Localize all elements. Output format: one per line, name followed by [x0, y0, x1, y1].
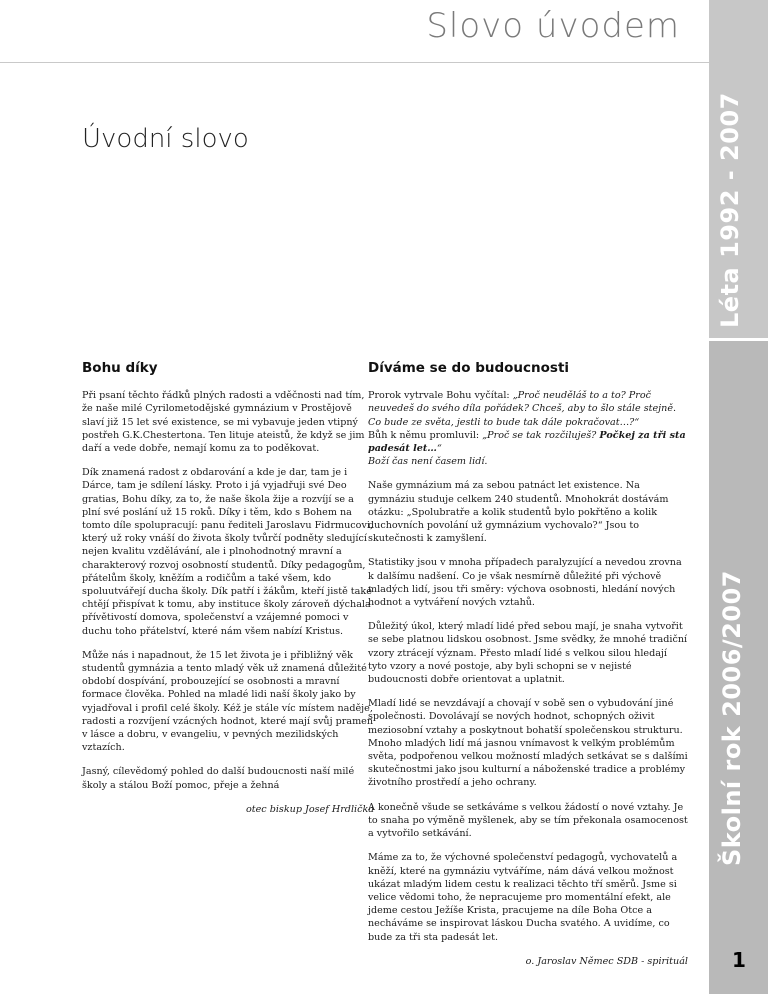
right-p1-last: Boží čas není časem lidí.: [368, 456, 488, 468]
right-p1-bold: Počkej za tři sta padesát let…: [368, 429, 686, 455]
page-title: Úvodní slovo: [82, 124, 249, 154]
right-heading: Díváme se do budoucnosti: [368, 360, 570, 376]
right-signature: o. Jaroslav Němec SDB - spirituál: [525, 955, 688, 967]
section-header: Slovo úvodem: [426, 6, 680, 46]
right-column: [368, 362, 688, 968]
right-p1-mid: Bůh k němu promluvil:: [368, 429, 483, 441]
right-paragraph-2: Naše gymnázium má za sebou patnáct let existence. Na gymnáziu studuje celkem 240 studentů. Mnohokrát dostávám otázku: „Spolubratře a kolik studentů bylo pokřtěno a kolik duchovních povolání už gymnázium vychovalo?“ Jsou to skutečnosti k zamyšlení.: [368, 480, 669, 545]
right-p1-intro: Prorok vytrvale Bohu vyčítal:: [368, 390, 513, 402]
sidebar-school-year-label: Školní rok 2006/2007: [718, 570, 746, 866]
left-column: [82, 362, 374, 816]
right-paragraph-1: [368, 389, 688, 468]
right-p1-quote2: „Proč se tak rozčiluješ?: [482, 429, 600, 441]
left-heading: Bohu díky: [82, 360, 158, 376]
right-paragraph-4: Důležitý úkol, který mladí lidé před sebou mají, je snaha vytvořit se sebe platnou lidskou osobnost. Jsme svědky, že mnohé tradiční vzory ztrácejí význam. Přesto mladí lidé s velkou silou hledají tyto vzory a nové postoje, aby byli schopni se v nejisté budoucnosti dobře orientovat a uplatnit.: [368, 621, 688, 686]
left-signature: otec biskup Josef Hrdlička: [245, 803, 374, 815]
right-paragraph-6: A konečně všude se setkáváme s velkou žádostí o nové vztahy. Je to snaha po výměně myšlenek, aby se tím překonala osamocenost a vytvořilo setkávání.: [368, 801, 688, 840]
right-paragraph-7: Máme za to, že výchovné společenství pedagogů, vychovatelů a kněží, které na gymnáziu vytváříme, nám dává velkou možnost ukázat mladým lidem cestu k realizaci těchto tří směrů. Jsme si velice vědomi toho, že nepracujeme pro momentální efekt, ale jdeme cestou Ježíše Krista, pracujeme na díle Boha Otce a necháváme se inspirovat láskou Ducha svatého. A uvidíme, co bude za tři sta padesát let.: [368, 852, 678, 943]
sidebar-divider: [709, 338, 768, 341]
page-number: 1: [732, 948, 746, 972]
left-paragraph-4: Jasný, cílevědomý pohled do další budoucnosti naší milé školy a stálou Boží pomoc, přeje a žehná: [82, 766, 355, 791]
sidebar-years-label: Léta 1992 - 2007: [716, 92, 744, 328]
right-p1-quote: „Proč neuděláš to a to? Proč neuvedeš do svého díla pořádek? Chceš, aby to šlo stále stejně. Co bude ze světa, jestli to bude tak dále pokračovat…?“: [368, 390, 677, 428]
left-paragraph-2: Dík znamená radost z obdarování a kde je dar, tam je i Dárce, tam je sdílení lásky. Proto i já vyjadřuji své Deo gratias, Bohu díky, za to, že naše škola žije a rozvíjí se a plní své poslání už 15 roků. Díky i těm, kdo s Bohem na tomto díle spolupracují: panu řediteli Jaroslavu Fidrmucovi, který už roky vnáší do života školy tvůrčí podněty sledující nejen kvalitu vzdělávání, ale i plnohodnotný mravní a charakterový rozvoj osobností studentů. Díky pedagogům, přátelům školy, kněžím a rodičům a také všem, kdo spoluutvářejí ducha školy. Dík patří i žákům, kteří jistě také chtějí přispívat k tomu, aby instituce školy zároveň dýchala přívětivostí domova, společenství a vzájemné pomoci v duchu toho přátelství, které nám všem nabízí Kristus.: [82, 467, 373, 637]
left-paragraph-3: Může nás i napadnout, že 15 let života je i přibližný věk studentů gymnázia a tento mladý věk už znamená důležité období dospívání, probouzející se osobnosti a mravní formace člověka. Pohled na mladé lidi naší školy jako by vyjadřoval i profil celé školy. Kéž je stále víc místem naděje, radosti a rozvíjení vzácných hodnot, které mají svůj pramen v lásce a dobru, v evangeliu, v pevných mezilidských vztazích.: [82, 649, 374, 754]
right-p1-end: “: [436, 443, 442, 455]
left-paragraph-1: Při psaní těchto řádků plných radosti a vděčnosti nad tím, že naše milé Cyrilometodějské gymnázium v Prostějově slaví již 15 let své existence, se mi vybavuje jeden vtipný postřeh G.K.Chestertona. Ten lituje ateistů, že když se jim daří a vede dobře, nemají komu za to poděkovat.: [82, 390, 365, 455]
right-paragraph-3: Statistiky jsou v mnoha případech paralyzující a nevedou zrovna k dalšímu nadšení. Co je však nesmírně důležité při výchově mladých lidí, jsou tři směry: výchova osobnosti, hledání nových hodnot a vytváření nových vztahů.: [368, 557, 682, 609]
right-paragraph-5: Mladí lidé se nevzdávají a chovají v sobě sen o vybudování jiné společnosti. Dovolávají se nových hodnot, schopných oživit meziosobní vztahy a poskytnout bohatší společenskou strukturu. Mnoho mladých lidí má jasnou vnímavost k velkým problémům světa, podpořenou velkou možností mladých setkávat se s dalšími skutečnostmi jako jsou kulturní a náboženské tradice a problémy životního prostředí a jeho ochrany.: [368, 698, 688, 789]
header-rule: [0, 62, 709, 63]
